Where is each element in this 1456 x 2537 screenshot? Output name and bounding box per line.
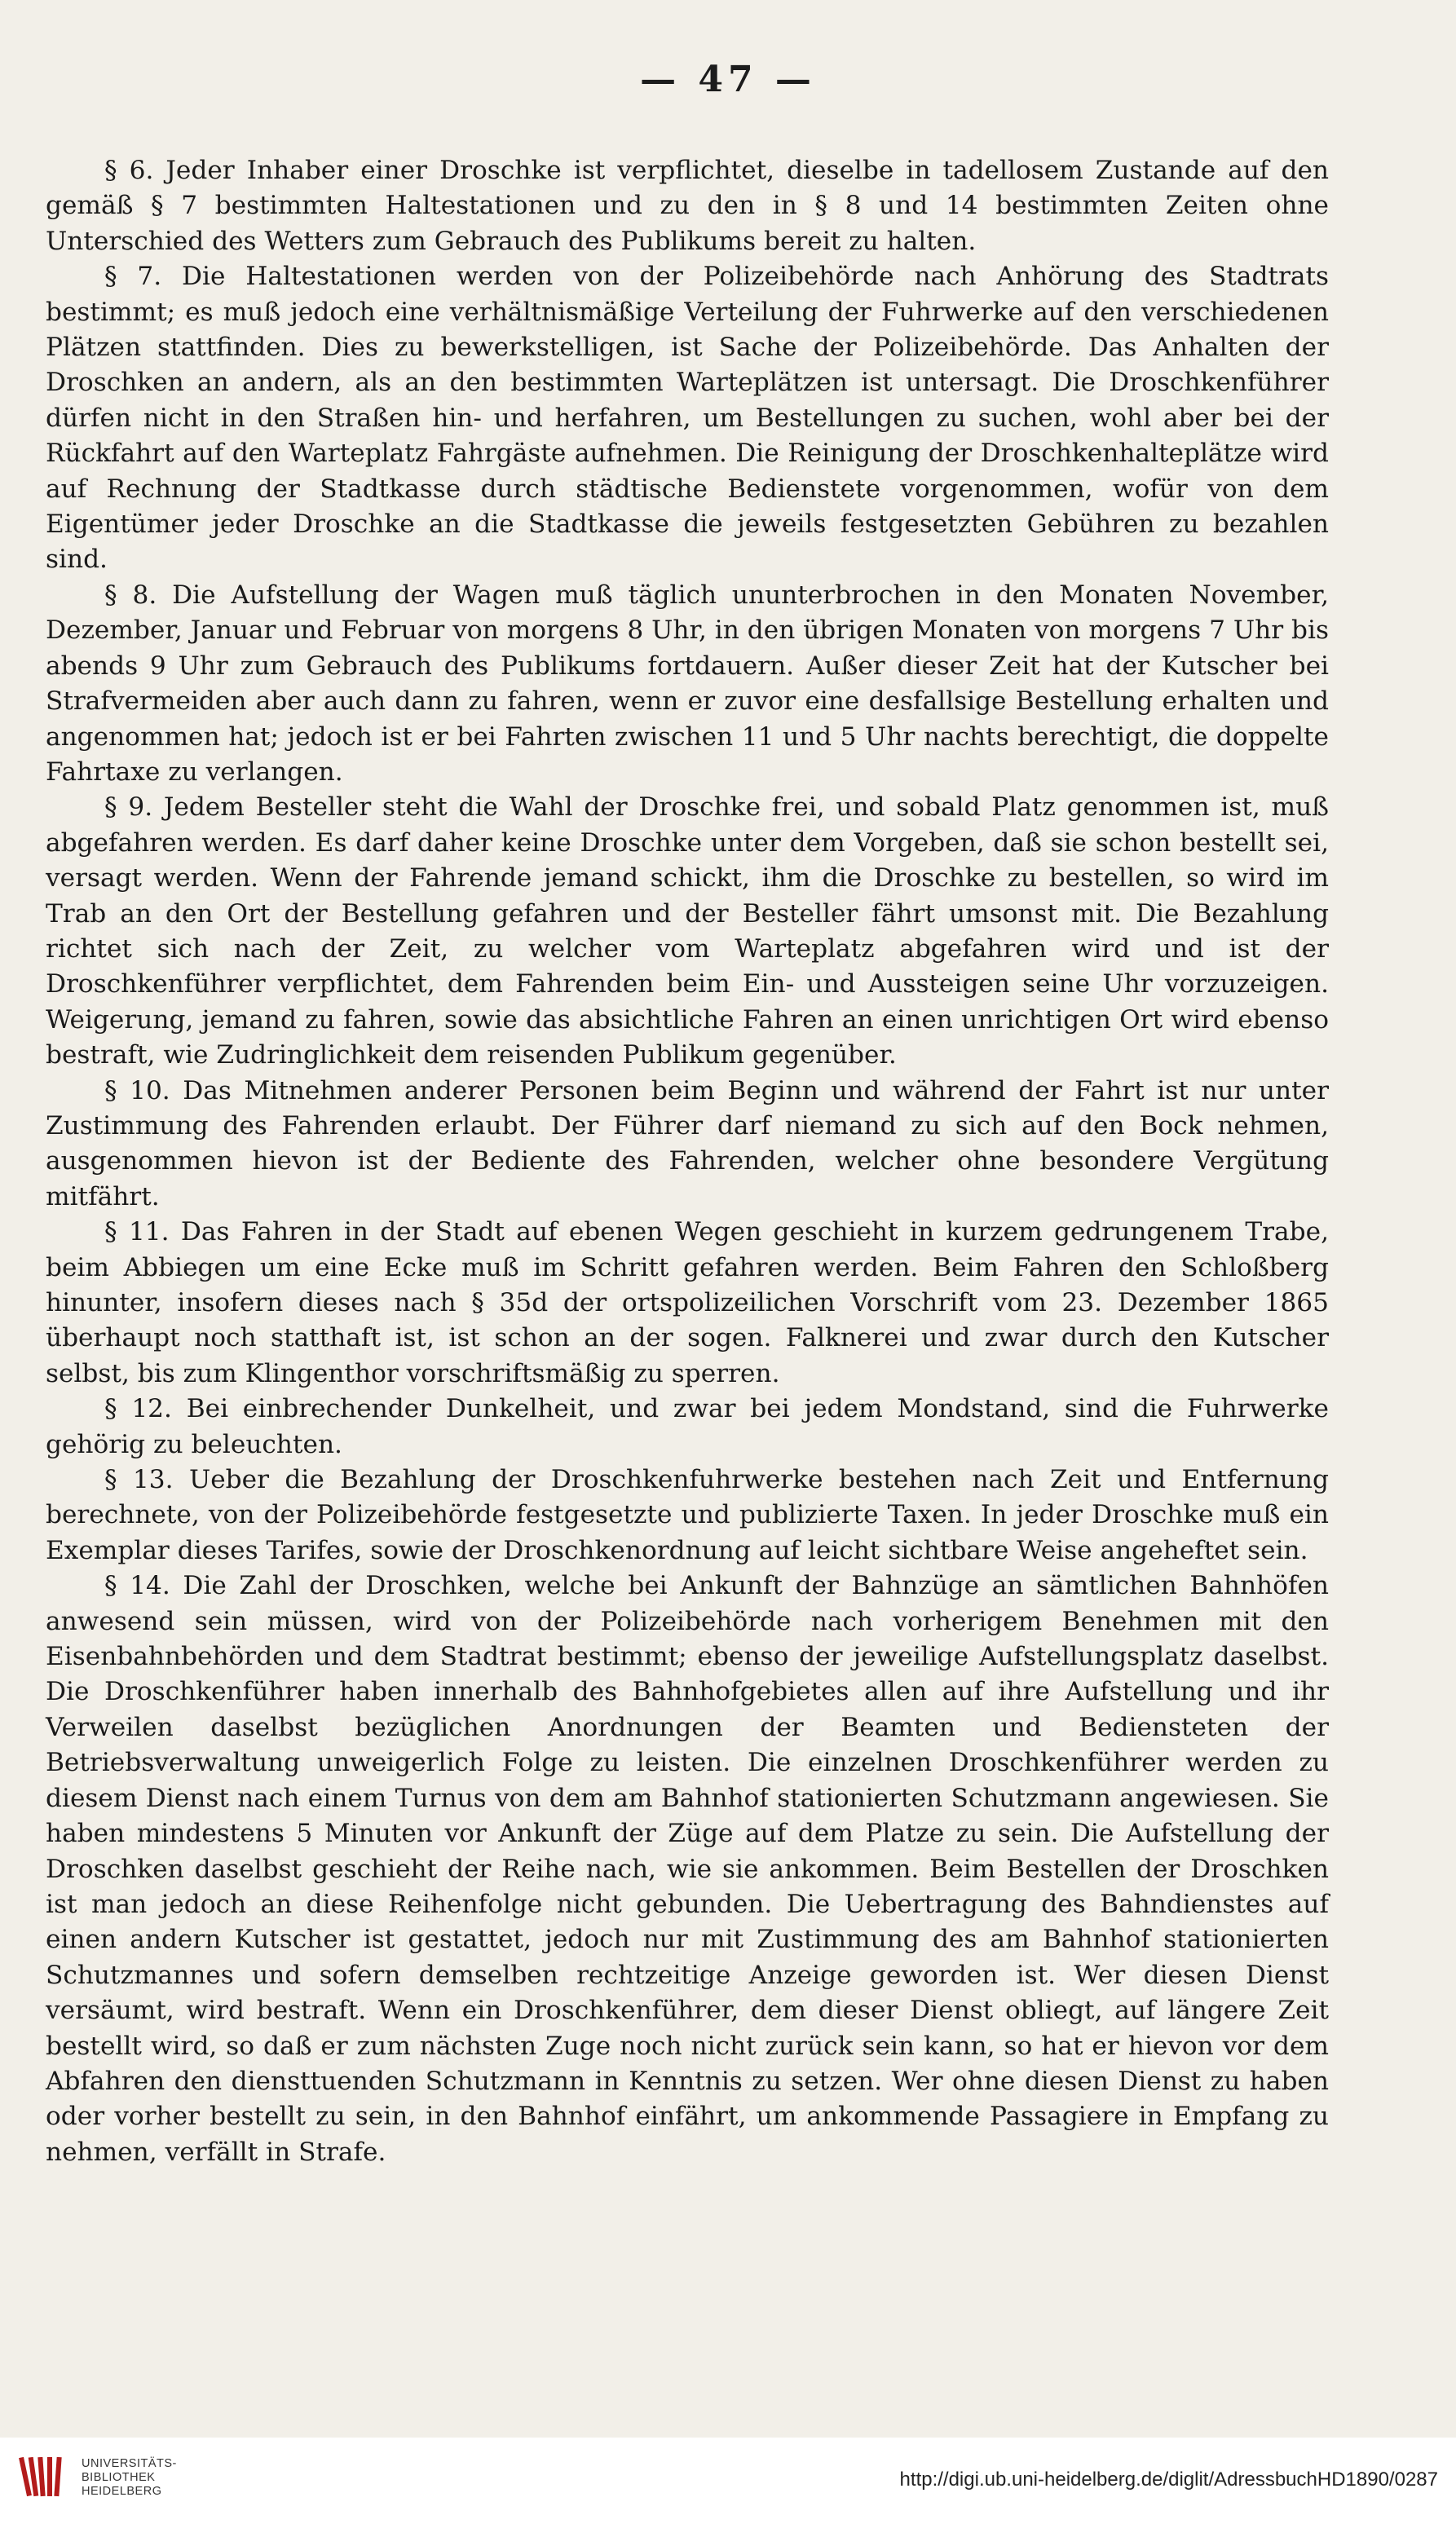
paragraph-section-14: § 14. Die Zahl der Droschken, welche bei Ankunft der Bahnzüge an sämtlichen Bahnhöfen anwesend sein müssen, wird von der Polizeibehörde nach vorherigem Benehmen mit den Eisenbahnbehörden und dem Stadtrat bestimmt; ebenso der jeweilige Aufstellungsplatz daselbst. Die Droschkenführer haben innerhalb des Bahnhofgebietes allen auf ihre Aufstellung und ihr Verweilen daselbst bezüglichen Anordnungen der Beamten und Bediensteten der Betriebsverwaltung unweigerlich Folge zu leisten. Die einzelnen Droschkenführer werden zu diesem Dienst nach einem Turnus von dem am Bahnhof stationierten Schutzmann angewiesen. Sie haben mindestens 5 Minuten vor Ankunft der Züge auf dem Platze zu sein. Die Aufstellung der Droschken daselbst geschieht der Reihe nach, wie sie ankommen. Beim Bestellen der Droschken ist man jedoch an diese Reihenfolge nicht gebunden. Die Uebertragung des Bahndienstes auf einen andern Kutscher ist gestattet, jedoch nur mit Zustimmung des am Bahnhof stationierten Schutzmannes und sofern demselben rechtzeitige Anzeige geworden ist. Wer diesen Dienst versäumt, wird bestraft. Wenn ein Droschkenführer, dem dieser Dienst obliegt, auf längere Zeit bestellt wird, so daß er zum nächsten Zuge noch nicht zurück sein kann, so hat er hievon vor dem Abfahren den diensttuenden Schutzmann in Kenntnis zu setzen. Wer ohne diesen Dienst zu haben oder vorher bestellt zu sein, in den Bahnhof einfährt, um ankommende Passagiere in Empfang zu nehmen, verfällt in Strafe. bbox=[46, 1571, 1329, 2167]
body-text bbox=[46, 153, 1329, 2170]
footer-bar bbox=[0, 2438, 1456, 2537]
library-name-line-1: UNIVERSITÄTS- bbox=[82, 2457, 177, 2470]
paragraph-section-12: § 12. Bei einbrechender Dunkelheit, und zwar bei jedem Mondstand, sind die Fuhrwerke gehörig zu beleuchten. bbox=[46, 1394, 1329, 1459]
library-name bbox=[82, 2457, 177, 2499]
paragraph-section-7: § 7. Die Haltestationen werden von der Polizeibehörde nach Anhörung des Stadtrats bestimmt; es muß jedoch eine verhältnismäßige Verteilung der Fuhrwerke auf den verschiedenen Plätzen stattfinden. Dies zu bewerkstelligen, ist Sache der Polizeibehörde. Das Anhalten der Droschken an andern, als an den bestimmten Warteplätzen ist untersagt. Die Droschkenführer dürfen nicht in den Straßen hin- und herfahren, um Bestellungen zu suchen, wohl aber bei der Rückfahrt auf den Warteplatz Fahrgäste aufnehmen. Die Reinigung der Droschkenhalteplätze wird auf Rechnung der Stadtkasse durch städtische Bedienstete vorgenommen, wofür von dem Eigentümer jeder Droschke an die Stadtkasse die jeweils festgesetzten Gebühren zu bezahlen sind. bbox=[46, 262, 1329, 575]
paragraph-section-8: § 8. Die Aufstellung der Wagen muß täglich ununterbrochen in den Monaten November, Dezember, Januar und Februar von morgens 8 Uhr, in den übrigen Monaten von morgens 7 Uhr bis abends 9 Uhr zum Gebrauch des Publikums fortdauern. Außer dieser Zeit hat der Kutscher bei Strafvermeiden aber auch dann zu fahren, wenn er zuvor eine desfallsige Bestellung erhalten und angenommen hat; jedoch ist er bei Fahrten zwischen 11 und 5 Uhr nachts berechtigt, die doppelte Fahrtaxe zu verlangen. bbox=[46, 580, 1329, 787]
paragraph-section-10: § 10. Das Mitnehmen anderer Personen beim Beginn und während der Fahrt ist nur unter Zustimmung des Fahrenden erlaubt. Der Führer darf niemand zu sich auf den Bock nehmen, ausgenommen hievon ist der Bediente des Fahrenden, welcher ohne besondere Vergütung mitfährt. bbox=[46, 1075, 1329, 1211]
library-name-line-2: BIBLIOTHEK bbox=[82, 2471, 156, 2484]
source-url-link[interactable]: http://digi.ub.uni-heidelberg.de/diglit/AdressbuchHD1890/0287 bbox=[899, 2469, 1438, 2491]
university-library-logo-icon bbox=[18, 2451, 70, 2503]
paragraph-section-9: § 9. Jedem Besteller steht die Wahl der Droschke frei, und sobald Platz genommen ist, muß abgefahren werden. Es darf daher keine Droschke unter dem Vorgeben, daß sie schon bestellt sei, versagt werden. Wenn der Fahrende jemand schickt, ihm die Droschke zu bestellen, so wird im Trab an den Ort der Bestellung gefahren und der Besteller fährt umsonst mit. Die Bezahlung richtet sich nach der Zeit, zu welcher vom Warteplatz abgefahren wird und ist der Droschkenführer verpflichtet, dem Fahrenden beim Ein- und Aussteigen seine Uhr vorzuzeigen. Weigerung, jemand zu fahren, sowie das absichtliche Fahren an einen unrichtigen Ort wird ebenso bestraft, wie Zudringlichkeit dem reisenden Publikum gegenüber. bbox=[46, 792, 1329, 1070]
paragraph-section-11: § 11. Das Fahren in der Stadt auf ebenen Wegen geschieht in kurzem gedrungenem Trabe, beim Abbiegen um eine Ecke muß im Schritt gefahren werden. Beim Fahren den Schloßberg hinunter, insofern dieses nach § 35d der ortspolizeilichen Vorschrift vom 23. Dezember 1865 überhaupt noch statthaft ist, ist schon an der sogen. Falknerei und zwar durch den Kutscher selbst, bis zum Klingenthor vorschriftsmäßig zu sperren. bbox=[46, 1217, 1329, 1388]
paragraph-section-6: § 6. Jeder Inhaber einer Droschke ist verpflichtet, dieselbe in tadellosem Zustande auf den gemäß § 7 bestimmten Haltestationen und zu den in § 8 und 14 bestimmten Zeiten ohne Unterschied des Wetters zum Gebrauch des Publikums bereit zu halten. bbox=[46, 156, 1329, 256]
page-number: — 47 — bbox=[640, 59, 816, 100]
paragraph-section-13: § 13. Ueber die Bezahlung der Droschkenfuhrwerke bestehen nach Zeit und Entfernung berechnete, von der Polizeibehörde festgesetzte und publizierte Taxen. In jeder Droschke muß ein Exemplar dieses Tarifes, sowie der Droschkenordnung auf leicht sichtbare Weise angeheftet sein. bbox=[46, 1465, 1329, 1565]
library-name-line-3: HEIDELBERG bbox=[82, 2485, 162, 2498]
